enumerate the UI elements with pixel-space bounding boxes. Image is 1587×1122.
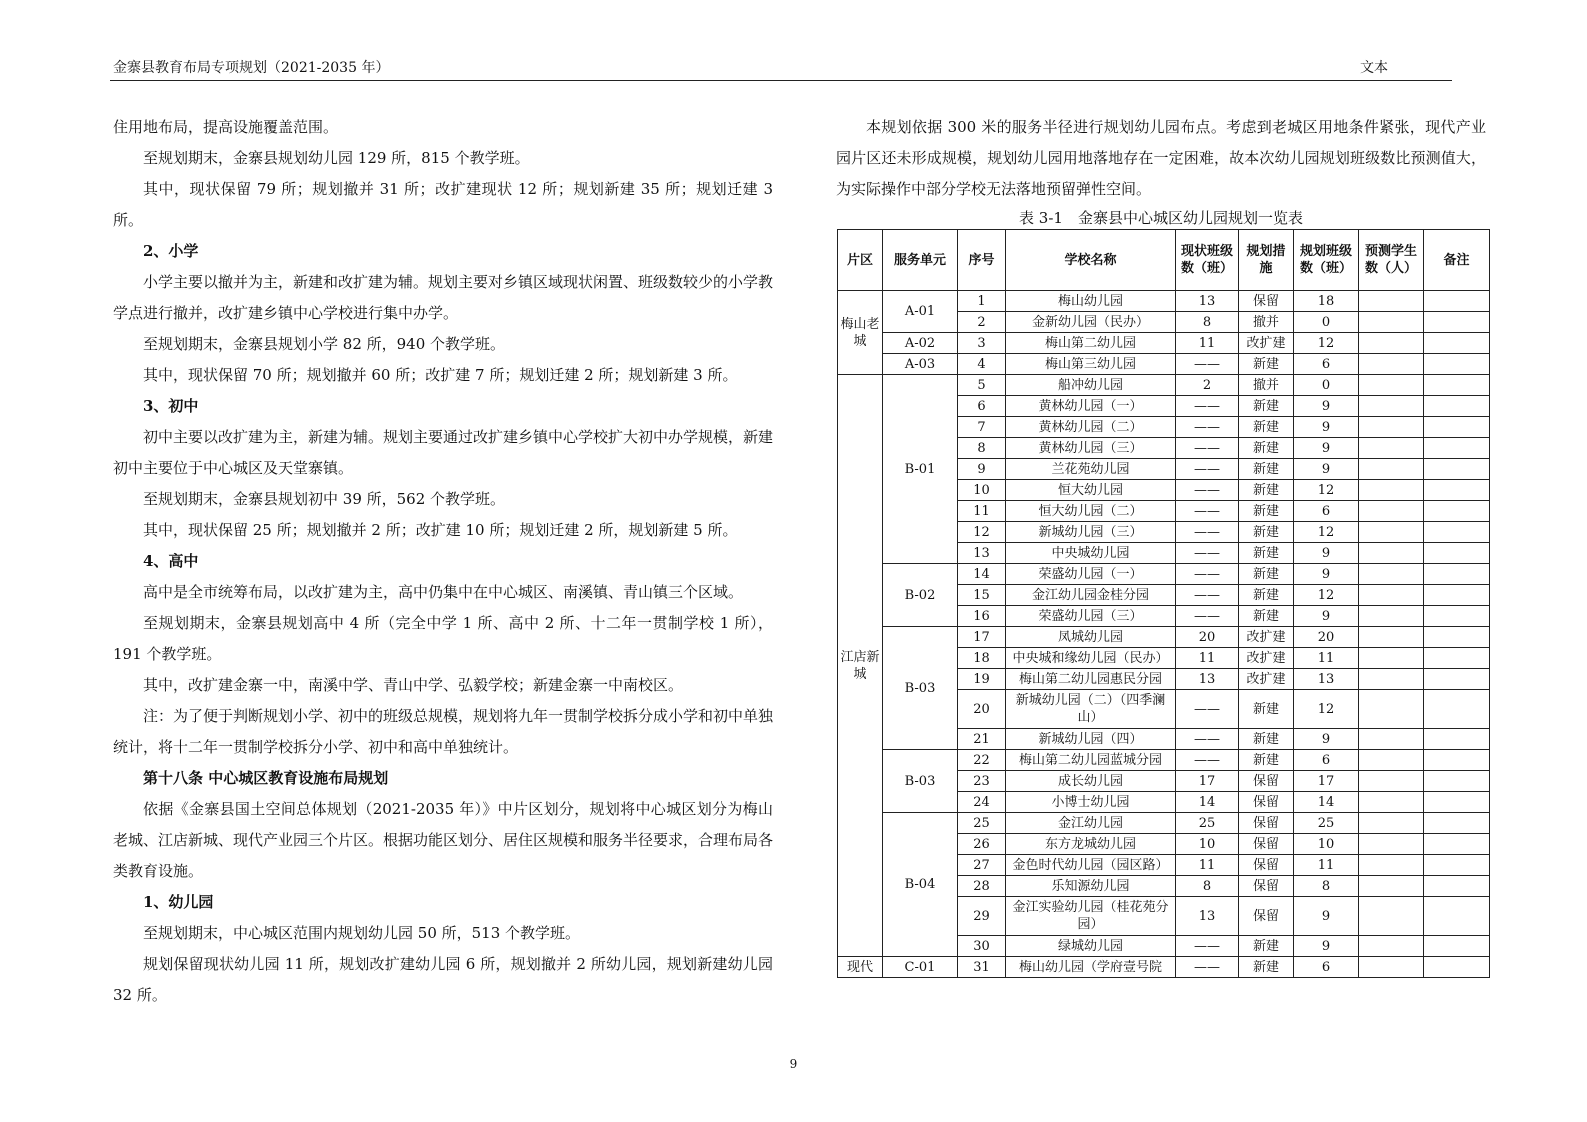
serial-cell: 31: [958, 957, 1006, 978]
service-unit-cell: A-03: [883, 354, 958, 375]
serial-cell: 29: [958, 897, 1006, 936]
body-paragraph: 至规划期末，金寨县规划幼儿园 129 所，815 个教学班。: [143, 149, 530, 167]
current-classes-cell: ——: [1176, 690, 1239, 729]
serial-cell: 26: [958, 834, 1006, 855]
predicted-students-cell: [1359, 897, 1424, 936]
table-header-cell: 备注: [1424, 230, 1490, 291]
table-caption: 表 3-1 金寨县中心城区幼儿园规划一览表: [1019, 209, 1303, 227]
serial-cell: 25: [958, 813, 1006, 834]
current-classes-cell: 17: [1176, 771, 1239, 792]
serial-cell: 19: [958, 669, 1006, 690]
current-classes-cell: ——: [1176, 564, 1239, 585]
school-name-cell: 黄林幼儿园（三）: [1006, 438, 1176, 459]
planned-classes-cell: 20: [1294, 627, 1359, 648]
predicted-students-cell: [1359, 417, 1424, 438]
serial-cell: 16: [958, 606, 1006, 627]
body-paragraph: 至规划期末，金寨县规划初中 39 所，562 个教学班。: [143, 490, 506, 508]
school-name-cell: 成长幼儿园: [1006, 771, 1176, 792]
plan-action-cell: 新建: [1239, 480, 1294, 501]
table-row: [838, 354, 1490, 375]
predicted-students-cell: [1359, 855, 1424, 876]
serial-cell: 14: [958, 564, 1006, 585]
body-paragraph: 至规划期末，金寨县规划高中 4 所（完全中学 1 所、高中 2 所、十二年一贯制学校 1 所），191 个教学班。: [113, 614, 773, 663]
body-paragraph: 至规划期末，金寨县规划小学 82 所，940 个教学班。: [143, 335, 506, 353]
table-header-cell: 序号: [958, 230, 1006, 291]
predicted-students-cell: [1359, 438, 1424, 459]
current-classes-cell: ——: [1176, 957, 1239, 978]
right-column: [836, 112, 1486, 978]
planned-classes-cell: 17: [1294, 771, 1359, 792]
planned-classes-cell: 9: [1294, 417, 1359, 438]
remark-cell: [1424, 564, 1490, 585]
plan-action-cell: 新建: [1239, 522, 1294, 543]
predicted-students-cell: [1359, 396, 1424, 417]
predicted-students-cell: [1359, 291, 1424, 312]
table-header-cell: 学校名称: [1006, 230, 1176, 291]
predicted-students-cell: [1359, 354, 1424, 375]
plan-action-cell: 改扩建: [1239, 333, 1294, 354]
remark-cell: [1424, 936, 1490, 957]
body-paragraph: 初中主要以改扩建为主，新建为辅。规划主要通过改扩建乡镇中心学校扩大初中办学规模，新建初中主要位于中心城区及天堂寨镇。: [113, 428, 774, 477]
plan-action-cell: 撤并: [1239, 375, 1294, 396]
serial-cell: 4: [958, 354, 1006, 375]
service-unit-cell: B-01: [883, 375, 958, 564]
table-header-cell: 规划班级数（班）: [1294, 230, 1359, 291]
school-name-cell: 恒大幼儿园: [1006, 480, 1176, 501]
serial-cell: 30: [958, 936, 1006, 957]
kindergarten-plan-table: [837, 229, 1490, 978]
school-name-cell: 新城幼儿园（三）: [1006, 522, 1176, 543]
table-row: [838, 627, 1490, 648]
planned-classes-cell: 12: [1294, 522, 1359, 543]
school-name-cell: 金江实验幼儿园（桂花苑分园）: [1006, 897, 1176, 936]
remark-cell: [1424, 354, 1490, 375]
planned-classes-cell: 10: [1294, 834, 1359, 855]
current-classes-cell: 8: [1176, 876, 1239, 897]
district-cell: 江店新城: [838, 375, 883, 957]
current-classes-cell: ——: [1176, 438, 1239, 459]
service-unit-cell: B-03: [883, 627, 958, 750]
remark-cell: [1424, 291, 1490, 312]
remark-cell: [1424, 855, 1490, 876]
plan-action-cell: 新建: [1239, 690, 1294, 729]
current-classes-cell: 11: [1176, 648, 1239, 669]
current-classes-cell: 8: [1176, 312, 1239, 333]
body-paragraph: 其中，改扩建金寨一中，南溪中学、青山中学、弘毅学校；新建金寨一中南校区。: [143, 676, 684, 694]
planned-classes-cell: 9: [1294, 459, 1359, 480]
current-classes-cell: 11: [1176, 855, 1239, 876]
serial-cell: 1: [958, 291, 1006, 312]
table-row: [838, 375, 1490, 396]
serial-cell: 15: [958, 585, 1006, 606]
planned-classes-cell: 9: [1294, 543, 1359, 564]
current-classes-cell: 2: [1176, 375, 1239, 396]
remark-cell: [1424, 459, 1490, 480]
table-header-cell: 预测学生数（人）: [1359, 230, 1424, 291]
serial-cell: 28: [958, 876, 1006, 897]
planned-classes-cell: 12: [1294, 585, 1359, 606]
school-name-cell: 金江幼儿园金桂分园: [1006, 585, 1176, 606]
planned-classes-cell: 11: [1294, 855, 1359, 876]
plan-action-cell: 保留: [1239, 813, 1294, 834]
school-name-cell: 梅山第二幼儿园蓝城分园: [1006, 750, 1176, 771]
serial-cell: 2: [958, 312, 1006, 333]
current-classes-cell: ——: [1176, 354, 1239, 375]
service-unit-cell: A-01: [883, 291, 958, 333]
current-classes-cell: ——: [1176, 396, 1239, 417]
remark-cell: [1424, 792, 1490, 813]
service-unit-cell: B-03: [883, 750, 958, 813]
remark-cell: [1424, 813, 1490, 834]
school-name-cell: 新城幼儿园（二）（四季澜山）: [1006, 690, 1176, 729]
header-divider: [110, 80, 1452, 81]
plan-action-cell: 保留: [1239, 834, 1294, 855]
predicted-students-cell: [1359, 771, 1424, 792]
predicted-students-cell: [1359, 834, 1424, 855]
predicted-students-cell: [1359, 585, 1424, 606]
predicted-students-cell: [1359, 813, 1424, 834]
predicted-students-cell: [1359, 876, 1424, 897]
school-name-cell: 荣盛幼儿园（一）: [1006, 564, 1176, 585]
plan-action-cell: 新建: [1239, 729, 1294, 750]
predicted-students-cell: [1359, 750, 1424, 771]
section-heading: 1、幼儿园: [143, 893, 214, 911]
school-name-cell: 金新幼儿园（民办）: [1006, 312, 1176, 333]
planned-classes-cell: 9: [1294, 729, 1359, 750]
section-heading: 2、小学: [143, 242, 199, 260]
predicted-students-cell: [1359, 375, 1424, 396]
school-name-cell: 梅山幼儿园（学府壹号院: [1006, 957, 1176, 978]
planned-classes-cell: 12: [1294, 690, 1359, 729]
table-row: [838, 750, 1490, 771]
serial-cell: 8: [958, 438, 1006, 459]
serial-cell: 9: [958, 459, 1006, 480]
plan-action-cell: 新建: [1239, 564, 1294, 585]
plan-action-cell: 保留: [1239, 792, 1294, 813]
remark-cell: [1424, 669, 1490, 690]
remark-cell: [1424, 957, 1490, 978]
remark-cell: [1424, 333, 1490, 354]
plan-action-cell: 新建: [1239, 417, 1294, 438]
current-classes-cell: 10: [1176, 834, 1239, 855]
current-classes-cell: ——: [1176, 585, 1239, 606]
current-classes-cell: ——: [1176, 501, 1239, 522]
planned-classes-cell: 9: [1294, 936, 1359, 957]
predicted-students-cell: [1359, 957, 1424, 978]
plan-action-cell: 新建: [1239, 354, 1294, 375]
body-paragraph: 规划保留现状幼儿园 11 所，规划改扩建幼儿园 6 所，规划撤并 2 所幼儿园，规划新建幼儿园 32 所。: [113, 955, 773, 1004]
school-name-cell: 梅山幼儿园: [1006, 291, 1176, 312]
current-classes-cell: ——: [1176, 936, 1239, 957]
plan-action-cell: 新建: [1239, 957, 1294, 978]
planned-classes-cell: 9: [1294, 606, 1359, 627]
remark-cell: [1424, 627, 1490, 648]
current-classes-cell: ——: [1176, 417, 1239, 438]
plan-action-cell: 改扩建: [1239, 627, 1294, 648]
remark-cell: [1424, 375, 1490, 396]
table-header-cell: 片区: [838, 230, 883, 291]
serial-cell: 17: [958, 627, 1006, 648]
predicted-students-cell: [1359, 729, 1424, 750]
remark-cell: [1424, 690, 1490, 729]
current-classes-cell: 13: [1176, 669, 1239, 690]
plan-action-cell: 新建: [1239, 585, 1294, 606]
predicted-students-cell: [1359, 459, 1424, 480]
school-name-cell: 东方龙城幼儿园: [1006, 834, 1176, 855]
remark-cell: [1424, 522, 1490, 543]
predicted-students-cell: [1359, 333, 1424, 354]
planned-classes-cell: 18: [1294, 291, 1359, 312]
remark-cell: [1424, 438, 1490, 459]
service-unit-cell: A-02: [883, 333, 958, 354]
planned-classes-cell: 0: [1294, 375, 1359, 396]
body-paragraph: 小学主要以撤并为主，新建和改扩建为辅。规划主要对乡镇区域现状闲置、班级数较少的小学教学点进行撤并，改扩建乡镇中心学校进行集中办学。: [113, 273, 774, 322]
current-classes-cell: ——: [1176, 480, 1239, 501]
current-classes-cell: 25: [1176, 813, 1239, 834]
serial-cell: 24: [958, 792, 1006, 813]
service-unit-cell: C-01: [883, 957, 958, 978]
planned-classes-cell: 13: [1294, 669, 1359, 690]
body-paragraph: 其中，现状保留 25 所；规划撤并 2 所；改扩建 10 所；规划迁建 2 所，规划新建 5 所。: [143, 521, 738, 539]
table-row: [838, 333, 1490, 354]
school-name-cell: 荣盛幼儿园（三）: [1006, 606, 1176, 627]
serial-cell: 6: [958, 396, 1006, 417]
plan-action-cell: 新建: [1239, 438, 1294, 459]
plan-action-cell: 新建: [1239, 606, 1294, 627]
body-paragraph: 高中是全市统筹布局，以改扩建为主，高中仍集中在中心城区、南溪镇、青山镇三个区域。: [143, 583, 744, 601]
remark-cell: [1424, 834, 1490, 855]
planned-classes-cell: 8: [1294, 876, 1359, 897]
remark-cell: [1424, 897, 1490, 936]
serial-cell: 10: [958, 480, 1006, 501]
predicted-students-cell: [1359, 501, 1424, 522]
serial-cell: 3: [958, 333, 1006, 354]
predicted-students-cell: [1359, 522, 1424, 543]
plan-action-cell: 保留: [1239, 771, 1294, 792]
header-title: 金寨县教育布局专项规划（2021-2035 年）: [113, 60, 390, 76]
table-header-cell: 规划措施: [1239, 230, 1294, 291]
plan-action-cell: 保留: [1239, 291, 1294, 312]
current-classes-cell: ——: [1176, 729, 1239, 750]
serial-cell: 13: [958, 543, 1006, 564]
remark-cell: [1424, 750, 1490, 771]
planned-classes-cell: 6: [1294, 957, 1359, 978]
plan-action-cell: 新建: [1239, 936, 1294, 957]
body-paragraph: 至规划期末，中心城区范围内规划幼儿园 50 所，513 个教学班。: [143, 924, 581, 942]
planned-classes-cell: 25: [1294, 813, 1359, 834]
serial-cell: 20: [958, 690, 1006, 729]
school-name-cell: 乐知源幼儿园: [1006, 876, 1176, 897]
school-name-cell: 梅山第二幼儿园惠民分园: [1006, 669, 1176, 690]
predicted-students-cell: [1359, 606, 1424, 627]
plan-action-cell: 新建: [1239, 501, 1294, 522]
service-unit-cell: B-02: [883, 564, 958, 627]
school-name-cell: 绿城幼儿园: [1006, 936, 1176, 957]
remark-cell: [1424, 417, 1490, 438]
district-cell: 梅山老城: [838, 291, 883, 375]
predicted-students-cell: [1359, 627, 1424, 648]
serial-cell: 5: [958, 375, 1006, 396]
plan-action-cell: 新建: [1239, 750, 1294, 771]
current-classes-cell: ——: [1176, 459, 1239, 480]
current-classes-cell: 13: [1176, 291, 1239, 312]
remark-cell: [1424, 585, 1490, 606]
remark-cell: [1424, 876, 1490, 897]
planned-classes-cell: 9: [1294, 438, 1359, 459]
serial-cell: 23: [958, 771, 1006, 792]
school-name-cell: 黄林幼儿园（二）: [1006, 417, 1176, 438]
school-name-cell: 新城幼儿园（四）: [1006, 729, 1176, 750]
planned-classes-cell: 9: [1294, 897, 1359, 936]
remark-cell: [1424, 312, 1490, 333]
section-heading: 4、高中: [143, 552, 199, 570]
planned-classes-cell: 14: [1294, 792, 1359, 813]
page-number: 9: [789, 1057, 798, 1071]
section-heading: 第十八条 中心城区教育设施布局规划: [143, 769, 389, 787]
table-header-row: [838, 230, 1490, 291]
school-name-cell: 中央城和缘幼儿园（民办）: [1006, 648, 1176, 669]
remark-cell: [1424, 396, 1490, 417]
serial-cell: 11: [958, 501, 1006, 522]
plan-action-cell: 保留: [1239, 897, 1294, 936]
school-name-cell: 恒大幼儿园（二）: [1006, 501, 1176, 522]
predicted-students-cell: [1359, 792, 1424, 813]
current-classes-cell: ——: [1176, 606, 1239, 627]
school-name-cell: 凤城幼儿园: [1006, 627, 1176, 648]
predicted-students-cell: [1359, 312, 1424, 333]
remark-cell: [1424, 729, 1490, 750]
header-section: 文本: [1360, 60, 1388, 76]
school-name-cell: 金江幼儿园: [1006, 813, 1176, 834]
table-header-cell: 现状班级数（班）: [1176, 230, 1239, 291]
school-name-cell: 梅山第二幼儿园: [1006, 333, 1176, 354]
planned-classes-cell: 12: [1294, 333, 1359, 354]
plan-action-cell: 改扩建: [1239, 648, 1294, 669]
body-paragraph: 其中，现状保留 79 所；规划撤并 31 所；改扩建现状 12 所；规划新建 35 所；规划迁建 3 所。: [113, 180, 773, 229]
predicted-students-cell: [1359, 480, 1424, 501]
predicted-students-cell: [1359, 648, 1424, 669]
planned-classes-cell: 0: [1294, 312, 1359, 333]
section-heading: 3、初中: [143, 397, 199, 415]
remark-cell: [1424, 480, 1490, 501]
serial-cell: 12: [958, 522, 1006, 543]
table-row: [838, 813, 1490, 834]
serial-cell: 22: [958, 750, 1006, 771]
serial-cell: 21: [958, 729, 1006, 750]
body-paragraph: 其中，现状保留 70 所；规划撤并 60 所；改扩建 7 所；规划迁建 2 所；规划新建 3 所。: [143, 366, 738, 384]
table-row: [838, 564, 1490, 585]
school-name-cell: 中央城幼儿园: [1006, 543, 1176, 564]
remark-cell: [1424, 501, 1490, 522]
predicted-students-cell: [1359, 543, 1424, 564]
plan-action-cell: 保留: [1239, 855, 1294, 876]
body-paragraph: 依据《金寨县国土空间总体规划（2021-2035 年）》中片区划分，规划将中心城区划分为梅山老城、江店新城、现代产业园三个片区。根据功能区划分、居住区规模和服务半径要求，合理布局各类教育设施。: [113, 800, 774, 880]
remark-cell: [1424, 543, 1490, 564]
current-classes-cell: 20: [1176, 627, 1239, 648]
planned-classes-cell: 6: [1294, 750, 1359, 771]
current-classes-cell: 11: [1176, 333, 1239, 354]
planned-classes-cell: 11: [1294, 648, 1359, 669]
table-header-cell: 服务单元: [883, 230, 958, 291]
table-row: [838, 291, 1490, 312]
predicted-students-cell: [1359, 669, 1424, 690]
school-name-cell: 梅山第三幼儿园: [1006, 354, 1176, 375]
district-cell: 现代: [838, 957, 883, 978]
body-paragraph: 住用地布局，提高设施覆盖范围。: [113, 118, 339, 136]
body-paragraph: 注：为了便于判断规划小学、初中的班级总规模，规划将九年一贯制学校拆分成小学和初中单独统计，将十二年一贯制学校拆分小学、初中和高中单独统计。: [113, 707, 774, 756]
table-row: [838, 957, 1490, 978]
plan-action-cell: 改扩建: [1239, 669, 1294, 690]
predicted-students-cell: [1359, 690, 1424, 729]
service-unit-cell: B-04: [883, 813, 958, 957]
remark-cell: [1424, 771, 1490, 792]
current-classes-cell: ——: [1176, 543, 1239, 564]
predicted-students-cell: [1359, 564, 1424, 585]
school-name-cell: 兰花苑幼儿园: [1006, 459, 1176, 480]
plan-action-cell: 保留: [1239, 876, 1294, 897]
current-classes-cell: 14: [1176, 792, 1239, 813]
predicted-students-cell: [1359, 936, 1424, 957]
planned-classes-cell: 9: [1294, 564, 1359, 585]
plan-action-cell: 新建: [1239, 396, 1294, 417]
planned-classes-cell: 6: [1294, 354, 1359, 375]
school-name-cell: 小博士幼儿园: [1006, 792, 1176, 813]
serial-cell: 18: [958, 648, 1006, 669]
planned-classes-cell: 6: [1294, 501, 1359, 522]
planned-classes-cell: 9: [1294, 396, 1359, 417]
school-name-cell: 金色时代幼儿园（园区路）: [1006, 855, 1176, 876]
serial-cell: 27: [958, 855, 1006, 876]
current-classes-cell: ——: [1176, 522, 1239, 543]
plan-action-cell: 撤并: [1239, 312, 1294, 333]
school-name-cell: 船冲幼儿园: [1006, 375, 1176, 396]
intro-paragraph: 本规划依据 300 米的服务半径进行规划幼儿园布点。考虑到老城区用地条件紧张，现代产业园片区还未形成规模，规划幼儿园用地落地存在一定困难，故本次幼儿园规划班级数比预测值大，为实际操作中部分学校无法落地预留弹性空间。: [836, 118, 1486, 198]
planned-classes-cell: 12: [1294, 480, 1359, 501]
left-column: [113, 112, 773, 1011]
serial-cell: 7: [958, 417, 1006, 438]
remark-cell: [1424, 606, 1490, 627]
remark-cell: [1424, 648, 1490, 669]
plan-action-cell: 新建: [1239, 543, 1294, 564]
current-classes-cell: 13: [1176, 897, 1239, 936]
school-name-cell: 黄林幼儿园（一）: [1006, 396, 1176, 417]
plan-action-cell: 新建: [1239, 459, 1294, 480]
current-classes-cell: ——: [1176, 750, 1239, 771]
